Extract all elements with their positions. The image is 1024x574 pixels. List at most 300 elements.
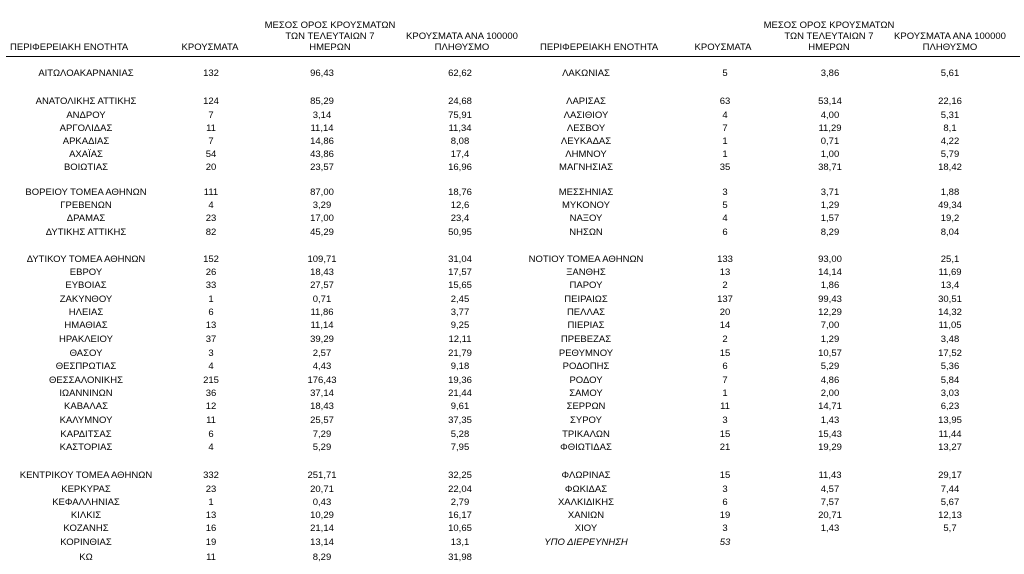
- cell-per100k: 11,44: [938, 429, 962, 440]
- cell-cases: 6: [208, 307, 214, 318]
- cell-cases: 4: [722, 213, 728, 224]
- cell-name: ΚΕΡΚΥΡΑΣ: [61, 484, 111, 495]
- cell-per100k: 12,13: [938, 510, 962, 521]
- table-row: [0, 187, 1024, 198]
- cell-avg: 1,86: [820, 280, 840, 291]
- cell-name: ΑΙΤΩΛΟΑΚΑΡΝΑΝΙΑΣ: [38, 68, 134, 79]
- table-row: [0, 307, 1024, 318]
- cell-name: ΣΕΡΡΩΝ: [566, 401, 606, 412]
- cell-per100k: 24,68: [448, 96, 472, 107]
- cell-avg: 1,29: [820, 200, 840, 211]
- cell-per100k: 8,1: [943, 123, 957, 134]
- header-rule-right: [536, 56, 1020, 57]
- cell-cases: 1: [208, 497, 214, 508]
- cell-cases: 23: [205, 213, 217, 224]
- cell-avg: 18,43: [310, 267, 334, 278]
- cell-cases: 35: [719, 162, 731, 173]
- cell-per100k: 15,65: [448, 280, 472, 291]
- cell-cases: 5: [722, 200, 728, 211]
- cell-per100k: 9,25: [450, 320, 470, 331]
- cell-cases: 16: [205, 523, 217, 534]
- cell-name: ΛΕΥΚΑΔΑΣ: [560, 136, 612, 147]
- cell-per100k: 22,16: [938, 96, 962, 107]
- cell-avg: 0,43: [312, 497, 332, 508]
- cell-cases: 7: [722, 375, 728, 386]
- cell-avg: 15,43: [818, 429, 842, 440]
- cell-cases: 23: [205, 484, 217, 495]
- cell-name: ΑΡΓΟΛΙΔΑΣ: [59, 123, 113, 134]
- cell-cases: 11: [206, 552, 216, 563]
- cell-cases: 37: [205, 334, 217, 345]
- cell-name: ΚΟΡΙΝΘΙΑΣ: [60, 537, 112, 548]
- cell-per100k: 31,98: [448, 552, 472, 563]
- cell-per100k: 18,42: [938, 162, 962, 173]
- cell-avg: 7,29: [312, 429, 332, 440]
- table-row: [0, 510, 1024, 521]
- cell-avg: 96,43: [310, 68, 334, 79]
- cell-avg: 37,14: [310, 388, 334, 399]
- cell-per100k: 10,65: [448, 523, 472, 534]
- cell-per100k: 50,95: [448, 227, 472, 238]
- cell-per100k: 6,23: [940, 401, 960, 412]
- cell-cases: 63: [719, 96, 731, 107]
- cell-name: ΕΒΡΟΥ: [69, 267, 103, 278]
- right-header-avg-l3: ΗΜΕΡΩΝ: [808, 42, 850, 53]
- cell-per100k: 5,67: [940, 497, 960, 508]
- cell-avg: 21,14: [310, 523, 334, 534]
- cell-name: ΞΑΝΘΗΣ: [566, 267, 606, 278]
- cell-name: ΡΟΔΟΥ: [569, 375, 603, 386]
- cell-avg: 19,29: [818, 442, 842, 453]
- table-row: [0, 484, 1024, 495]
- cell-per100k: 13,95: [938, 415, 962, 426]
- cell-avg: 8,29: [820, 227, 840, 238]
- cell-avg: 2,57: [312, 348, 332, 359]
- cell-name: ΛΑΚΩΝΙΑΣ: [562, 68, 610, 79]
- cell-avg: 17,00: [310, 213, 334, 224]
- cell-cases: 1: [208, 294, 214, 305]
- cell-avg: 11,29: [818, 123, 842, 134]
- cell-per100k: 13,4: [940, 280, 960, 291]
- cell-avg: 0,71: [312, 294, 332, 305]
- cell-per100k: 12,11: [448, 334, 472, 345]
- cell-name: ΑΧΑΪΑΣ: [69, 149, 103, 160]
- cell-cases: 21: [719, 442, 731, 453]
- cell-name: ΜΑΓΝΗΣΙΑΣ: [559, 162, 613, 173]
- cell-cases: 11: [720, 401, 730, 412]
- cell-cases: 5: [722, 68, 728, 79]
- cell-per100k: 14,32: [938, 307, 962, 318]
- left-header-avg: [260, 20, 400, 53]
- cell-per100k: 2,45: [450, 294, 470, 305]
- cell-cases: 1: [722, 149, 728, 160]
- cell-cases: 7: [722, 123, 728, 134]
- cell-cases: 82: [205, 227, 217, 238]
- cell-avg: 18,43: [310, 401, 334, 412]
- cell-avg: 176,43: [307, 375, 337, 386]
- cell-name: ΗΡΑΚΛΕΙΟΥ: [59, 334, 113, 345]
- cell-per100k: 16,96: [448, 162, 472, 173]
- right-header-per100k-l2: ΠΛΗΘΥΣΜΟ: [922, 42, 978, 53]
- cell-cases: 332: [203, 470, 219, 481]
- cell-per100k: 17,4: [450, 149, 470, 160]
- left-header-avg-l3: ΗΜΕΡΩΝ: [309, 42, 351, 53]
- cell-avg: 11,43: [818, 470, 842, 481]
- cell-avg: 10,57: [818, 348, 842, 359]
- cell-name: ΛΗΜΝΟΥ: [565, 149, 607, 160]
- cell-avg: 12,29: [818, 307, 842, 318]
- table-row: [0, 537, 1024, 548]
- cell-per100k: 19,36: [448, 375, 472, 386]
- cell-avg: 4,43: [312, 361, 332, 372]
- cell-name: ΚΑΒΑΛΑΣ: [64, 401, 108, 412]
- cell-name: ΛΕΣΒΟΥ: [566, 123, 606, 134]
- cell-name: ΑΝΑΤΟΛΙΚΗΣ ΑΤΤΙΚΗΣ: [35, 96, 137, 107]
- cell-cases: 3: [722, 484, 728, 495]
- table-row: [0, 200, 1024, 211]
- cell-avg: 20,71: [310, 484, 334, 495]
- cell-avg: 7,00: [820, 320, 840, 331]
- cell-per100k: 18,76: [448, 187, 472, 198]
- cell-cases: 3: [722, 187, 728, 198]
- cell-name: ΚΑΣΤΟΡΙΑΣ: [59, 442, 113, 453]
- left-header-avg-l1: ΜΕΣΟΣ ΟΡΟΣ ΚΡΟΥΣΜΑΤΩΝ: [264, 20, 396, 31]
- cell-cases: 19: [205, 537, 217, 548]
- cell-per100k: 62,62: [448, 68, 472, 79]
- table-row: [0, 361, 1024, 372]
- cell-name: ΣΑΜΟΥ: [569, 388, 603, 399]
- cell-cases: 137: [717, 294, 733, 305]
- cell-avg: 27,57: [310, 280, 334, 291]
- cell-per100k: 25,1: [940, 254, 960, 265]
- cell-per100k: 21,79: [448, 348, 472, 359]
- table-row: [0, 280, 1024, 291]
- cell-per100k: 3,03: [940, 388, 960, 399]
- cell-per100k: 1,88: [940, 187, 960, 198]
- cell-per100k: 5,61: [940, 68, 960, 79]
- cell-avg: 3,86: [820, 68, 840, 79]
- cell-avg: 11,86: [310, 307, 334, 318]
- cell-per100k: 13,27: [938, 442, 962, 453]
- cell-cases: 36: [205, 388, 217, 399]
- cell-avg: 11,14: [310, 320, 334, 331]
- cell-avg: 8,29: [312, 552, 332, 563]
- cell-per100k: 9,61: [450, 401, 470, 412]
- cell-cases: 7: [208, 110, 214, 121]
- cell-cases: 124: [203, 96, 219, 107]
- cell-name: ΚΑΡΔΙΤΣΑΣ: [60, 429, 112, 440]
- cell-name: ΠΡΕΒΕΖΑΣ: [560, 334, 612, 345]
- cell-avg: 45,29: [310, 227, 334, 238]
- table-row: [0, 68, 1024, 79]
- table-row: [0, 523, 1024, 534]
- cell-cases: 152: [203, 254, 219, 265]
- cell-avg: 99,43: [818, 294, 842, 305]
- cell-cases: 215: [203, 375, 219, 386]
- cell-avg: 4,86: [820, 375, 840, 386]
- cell-avg: 5,29: [820, 361, 840, 372]
- cell-avg: 13,14: [310, 537, 334, 548]
- cell-avg: 10,29: [310, 510, 334, 521]
- cell-avg: 1,00: [820, 149, 840, 160]
- cell-per100k: 5,28: [450, 429, 470, 440]
- cell-name: ΔΥΤΙΚΟΥ ΤΟΜΕΑ ΑΘΗΝΩΝ: [26, 254, 146, 265]
- cell-name: ΥΠΟ ΔΙΕΡΕΥΝΗΣΗ: [544, 537, 628, 548]
- cell-avg: 0,71: [820, 136, 840, 147]
- table-row: [0, 497, 1024, 508]
- cell-name: ΚΕΦΑΛΛΗΝΙΑΣ: [52, 497, 120, 508]
- cell-avg: 25,57: [310, 415, 334, 426]
- cell-per100k: 3,77: [450, 307, 470, 318]
- cell-name: ΡΟΔΟΠΗΣ: [562, 361, 610, 372]
- cell-name: ΚΩ: [79, 552, 93, 563]
- cell-avg: 20,71: [818, 510, 842, 521]
- cell-per100k: 11,05: [938, 320, 962, 331]
- right-header-per100k-l1: ΚΡΟΥΣΜΑΤΑ ΑΝΑ 100000: [894, 31, 1006, 42]
- cell-name: ΠΙΕΡΙΑΣ: [567, 320, 605, 331]
- cell-per100k: 5,84: [940, 375, 960, 386]
- cell-cases: 2: [722, 280, 728, 291]
- cell-per100k: 2,79: [450, 497, 470, 508]
- cell-cases: 3: [208, 348, 214, 359]
- cell-avg: 7,57: [820, 497, 840, 508]
- left-header-per100k-l2: ΠΛΗΘΥΣΜΟ: [434, 42, 490, 53]
- cell-avg: 2,00: [820, 388, 840, 399]
- cell-name: ΖΑΚΥΝΘΟΥ: [59, 294, 113, 305]
- cell-per100k: 21,44: [448, 388, 472, 399]
- cell-name: ΘΑΣΟΥ: [69, 348, 103, 359]
- cell-name: ΛΑΡΙΣΑΣ: [566, 96, 606, 107]
- right-header-per100k: [880, 31, 1020, 53]
- cell-name: ΧΙΟΥ: [574, 523, 598, 534]
- cell-avg: 1,43: [820, 415, 840, 426]
- cell-per100k: 5,31: [940, 110, 960, 121]
- cell-cases: 13: [205, 320, 217, 331]
- cell-name: ΘΕΣΠΡΩΤΙΑΣ: [55, 361, 117, 372]
- table-row: [0, 334, 1024, 345]
- cell-avg: 43,86: [310, 149, 334, 160]
- cell-per100k: 13,1: [450, 537, 470, 548]
- cell-cases: 6: [722, 497, 728, 508]
- table-row: [0, 267, 1024, 278]
- cell-avg: 39,29: [310, 334, 334, 345]
- cell-name: ΦΛΩΡΙΝΑΣ: [561, 470, 611, 481]
- cell-name: ΝΟΤΙΟΥ ΤΟΜΕΑ ΑΘΗΝΩΝ: [528, 254, 644, 265]
- table-row: [0, 388, 1024, 399]
- cell-cases: 53: [719, 537, 731, 548]
- cell-per100k: 49,34: [938, 200, 962, 211]
- cell-cases: 1: [722, 136, 728, 147]
- header-rule-left: [6, 56, 536, 57]
- cell-name: ΑΡΚΑΔΙΑΣ: [62, 136, 110, 147]
- cell-per100k: 8,08: [450, 136, 470, 147]
- cell-name: ΡΕΘΥΜΝΟΥ: [558, 348, 614, 359]
- cell-avg: 11,14: [310, 123, 334, 134]
- table-row: [0, 110, 1024, 121]
- cell-name: ΔΡΑΜΑΣ: [66, 213, 106, 224]
- cell-cases: 132: [203, 68, 219, 79]
- cell-avg: 1,43: [820, 523, 840, 534]
- cell-avg: 85,29: [310, 96, 334, 107]
- cell-cases: 4: [722, 110, 728, 121]
- cell-cases: 6: [722, 227, 728, 238]
- cell-avg: 1,29: [820, 334, 840, 345]
- table-row: [0, 320, 1024, 331]
- cell-name: ΝΗΣΩΝ: [569, 227, 603, 238]
- cell-name: ΛΑΣΙΘΙΟΥ: [563, 110, 609, 121]
- cell-avg: 38,71: [818, 162, 842, 173]
- cell-name: ΚΕΝΤΡΙΚΟΥ ΤΟΜΕΑ ΑΘΗΝΩΝ: [19, 470, 153, 481]
- table-row: [0, 149, 1024, 160]
- cell-avg: 109,71: [307, 254, 337, 265]
- right-header-avg-l2: ΤΩΝ ΤΕΛΕΥΤΑΙΩΝ 7: [784, 31, 874, 42]
- cell-cases: 20: [719, 307, 731, 318]
- cell-name: ΑΝΔΡΟΥ: [66, 110, 106, 121]
- cell-name: ΠΕΛΛΑΣ: [566, 307, 606, 318]
- cell-cases: 15: [719, 429, 731, 440]
- cell-name: ΤΡΙΚΑΛΩΝ: [562, 429, 610, 440]
- cell-per100k: 31,04: [448, 254, 472, 265]
- cell-per100k: 5,7: [943, 523, 957, 534]
- cell-name: ΙΩΑΝΝΙΝΩΝ: [59, 388, 113, 399]
- cell-cases: 15: [719, 470, 731, 481]
- cell-avg: 14,71: [818, 401, 842, 412]
- cell-name: ΧΑΝΙΩΝ: [567, 510, 605, 521]
- cell-cases: 133: [717, 254, 733, 265]
- table-row: [0, 136, 1024, 147]
- cell-cases: 2: [722, 334, 728, 345]
- cell-name: ΠΕΙΡΑΙΩΣ: [564, 294, 608, 305]
- cell-name: ΗΜΑΘΙΑΣ: [64, 320, 108, 331]
- table-row: [0, 213, 1024, 224]
- cell-per100k: 3,48: [940, 334, 960, 345]
- table-row: [0, 96, 1024, 107]
- cell-name: ΗΛΕΙΑΣ: [68, 307, 104, 318]
- cell-cases: 15: [719, 348, 731, 359]
- table-row: [0, 162, 1024, 173]
- cell-avg: 251,71: [307, 470, 337, 481]
- cell-name: ΕΥΒΟΙΑΣ: [65, 280, 107, 291]
- cell-cases: 14: [719, 320, 731, 331]
- table-row: [0, 294, 1024, 305]
- cell-cases: 6: [722, 361, 728, 372]
- cell-name: ΜΥΚΟΝΟΥ: [562, 200, 610, 211]
- cell-avg: 3,71: [820, 187, 840, 198]
- cell-name: ΒΟΡΕΙΟΥ ΤΟΜΕΑ ΑΘΗΝΩΝ: [25, 187, 147, 198]
- cell-name: ΧΑΛΚΙΔΙΚΗΣ: [557, 497, 615, 508]
- cell-per100k: 19,2: [940, 213, 960, 224]
- cell-name: ΦΘΙΩΤΙΔΑΣ: [560, 442, 612, 453]
- cell-avg: 5,29: [312, 442, 332, 453]
- cell-cases: 7: [208, 136, 214, 147]
- table-row: [0, 415, 1024, 426]
- cell-per100k: 4,22: [940, 136, 960, 147]
- cell-cases: 4: [208, 361, 214, 372]
- cell-per100k: 30,51: [938, 294, 962, 305]
- left-header-per100k-l1: ΚΡΟΥΣΜΑΤΑ ΑΝΑ 100000: [406, 31, 518, 42]
- cell-per100k: 32,25: [448, 470, 472, 481]
- cell-name: ΦΩΚΙΔΑΣ: [564, 484, 608, 495]
- right-header-avg: [759, 20, 899, 53]
- cell-per100k: 37,35: [448, 415, 472, 426]
- cell-name: ΚΟΖΑΝΗΣ: [63, 523, 109, 534]
- cell-avg: 14,86: [310, 136, 334, 147]
- cell-per100k: 8,04: [940, 227, 960, 238]
- cell-per100k: 17,57: [448, 267, 472, 278]
- cell-avg: 23,57: [310, 162, 334, 173]
- cell-cases: 26: [205, 267, 217, 278]
- cell-per100k: 29,17: [938, 470, 962, 481]
- cell-avg: 1,57: [820, 213, 840, 224]
- left-header-avg-l2: ΤΩΝ ΤΕΛΕΥΤΑΙΩΝ 7: [285, 31, 375, 42]
- cell-per100k: 75,91: [448, 110, 472, 121]
- table-row: [0, 123, 1024, 134]
- cell-cases: 11: [206, 415, 216, 426]
- cell-avg: 14,14: [818, 267, 842, 278]
- left-header-per100k: [392, 31, 532, 53]
- cell-cases: 3: [722, 523, 728, 534]
- cell-cases: 4: [208, 442, 214, 453]
- table-row: [0, 552, 1024, 563]
- cell-per100k: 5,79: [940, 149, 960, 160]
- table-row: [0, 254, 1024, 265]
- cell-per100k: 11,69: [938, 267, 962, 278]
- cell-cases: 13: [719, 267, 731, 278]
- cell-cases: 33: [205, 280, 217, 291]
- table-row: [0, 401, 1024, 412]
- cell-cases: 1: [722, 388, 728, 399]
- cell-per100k: 12,6: [450, 200, 470, 211]
- cell-name: ΚΑΛΥΜΝΟΥ: [59, 415, 113, 426]
- table-row: [0, 429, 1024, 440]
- left-header-cases: ΚΡΟΥΣΜΑΤΑ: [181, 42, 239, 53]
- cell-name: ΘΕΣΣΑΛΟΝΙΚΗΣ: [49, 375, 123, 386]
- cell-cases: 11: [206, 123, 216, 134]
- right-header-cases: ΚΡΟΥΣΜΑΤΑ: [694, 42, 752, 53]
- right-header-avg-l1: ΜΕΣΟΣ ΟΡΟΣ ΚΡΟΥΣΜΑΤΩΝ: [763, 20, 895, 31]
- cell-per100k: 7,95: [450, 442, 470, 453]
- cell-cases: 13: [205, 510, 217, 521]
- cell-cases: 20: [205, 162, 217, 173]
- left-header-region: ΠΕΡΙΦΕΡΕΙΑΚΗ ΕΝΟΤΗΤΑ: [10, 42, 129, 53]
- cell-avg: 87,00: [310, 187, 334, 198]
- table-row: [0, 227, 1024, 238]
- cell-avg: 93,00: [818, 254, 842, 265]
- cell-name: ΒΟΙΩΤΙΑΣ: [63, 162, 109, 173]
- right-header-region: ΠΕΡΙΦΕΡΕΙΑΚΗ ΕΝΟΤΗΤΑ: [540, 42, 659, 53]
- cell-per100k: 23,4: [450, 213, 470, 224]
- cell-name: ΚΙΛΚΙΣ: [70, 510, 102, 521]
- cell-name: ΣΥΡΟΥ: [570, 415, 602, 426]
- table-row: [0, 470, 1024, 481]
- cell-name: ΓΡΕΒΕΝΩΝ: [60, 200, 112, 211]
- cell-per100k: 22,04: [448, 484, 472, 495]
- cell-name: ΝΑΞΟΥ: [569, 213, 603, 224]
- cell-name: ΔΥΤΙΚΗΣ ΑΤΤΙΚΗΣ: [45, 227, 127, 238]
- cell-cases: 111: [203, 187, 219, 198]
- cell-cases: 6: [208, 429, 214, 440]
- table-row: [0, 442, 1024, 453]
- cell-per100k: 16,17: [448, 510, 472, 521]
- cell-name: ΜΕΣΣΗΝΙΑΣ: [558, 187, 614, 198]
- cell-per100k: 17,52: [938, 348, 962, 359]
- cell-cases: 4: [208, 200, 214, 211]
- cell-cases: 12: [205, 401, 217, 412]
- cell-avg: 53,14: [818, 96, 842, 107]
- cell-cases: 54: [205, 149, 217, 160]
- cell-avg: 4,57: [820, 484, 840, 495]
- cell-name: ΠΑΡΟΥ: [569, 280, 603, 291]
